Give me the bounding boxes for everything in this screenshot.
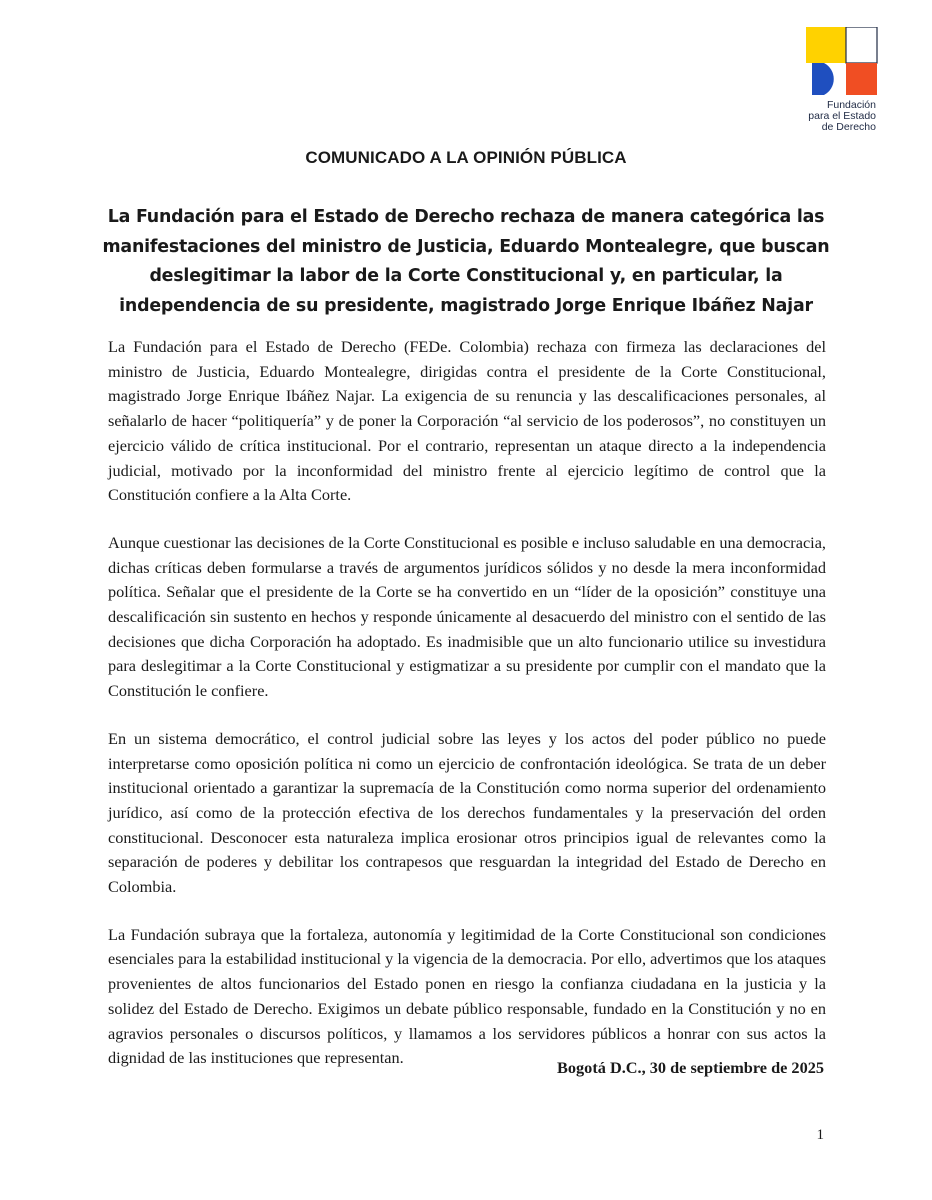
body-paragraph-4: La Fundación subraya que la fortaleza, autonomía y legitimidad de la Corte Constitucional son condiciones esenciales para la estabilidad institucional y la vigencia de la democracia. Por ello, advertimos que los ataques provenientes de altos funcionarios del Estado ponen en riesgo la confianza ciudadana en la justicia y la solidez del Estado de Derecho. Exigimos un debate público responsable, fundado en la Constitución y no en agravios personales o discursos políticos, y llamamos a los servidores públicos a honrar con sus actos la dignidad de las instituciones que representan.: [108, 924, 826, 1068]
foundation-logo: [806, 27, 886, 133]
body-paragraph-2: Aunque cuestionar las decisiones de la Corte Constitucional es posible e incluso saludable en una democracia, dichas críticas deben formularse a través de argumentos jurídicos sólidos y no desde la mera inconformidad política. Señalar que el presidente de la Corte se ha convertido en un “líder de la oposición” constituye una descalificación sin sustento en hechos y responde únicamente al desacuerdo del ministro con el sentido de las decisiones que dicha Corporación ha adoptado. Es inadmisible que un alto funcionario utilice su investidura para deslegitimar a la Corte Constitucional y estigmatizar a su presidente por cumplir con el mandato que la Constitución le confiere.: [108, 532, 826, 701]
subtitle-line: manifestaciones del ministro de Justicia, Eduardo Montealegre, que buscan: [102, 236, 830, 257]
logo-line-1: Fundación: [826, 99, 876, 111]
logo-wordmark: [808, 100, 876, 133]
document-subtitle: [90, 203, 842, 321]
logo-line-3: de Derecho: [821, 121, 876, 133]
body-paragraph-3: En un sistema democrático, el control judicial sobre las leyes y los actos del poder público no puede interpretarse como oposición política ni como un ejercicio de confrontación ideológica. Se trata de un deber institucional orientado a garantizar la supremacía de la Constitución como norma superior del ordenamiento jurídico, así como de la protección efectiva de los derechos fundamentales y la preservación del orden constitucional. Desconocer esta naturaleza implica erosionar otros principios igual de relevantes como la separación de poderes y debilitar los contrapesos que resguardan la integridad del Estado de Derecho en Colombia.: [108, 728, 826, 897]
document-body: [108, 335, 826, 1094]
page-number: 1: [816, 1127, 824, 1143]
subtitle-line: independencia de su presidente, magistrado Jorge Enrique Ibáñez Najar: [119, 295, 813, 316]
foundation-logo-mark: [806, 27, 878, 95]
subtitle-line: deslegitimar la labor de la Corte Constitucional y, en particular, la: [149, 266, 783, 286]
body-paragraph-1: La Fundación para el Estado de Derecho (FEDe. Colombia) rechaza con firmeza las declaraciones del ministro de Justicia, Eduardo Montealegre, dirigidas contra el presidente de la Corte Constitucional, magistrado Jorge Enrique Ibáñez Najar. La exigencia de su renuncia y las descalificaciones personales, al señalarlo de hacer “politiquería” y de poner la Corporación “al servicio de los poderosos”, no constituyen un ejercicio válido de crítica institucional. Por el contrario, representan un ataque directo a la independencia judicial, motivado por la inconformidad del ministro frente al ejercicio legítimo de control que la Constitución confiere a la Alta Corte.: [108, 337, 826, 505]
document-title: COMUNICADO A LA OPINIÓN PÚBLICA: [305, 148, 627, 167]
logo-line-2: para el Estado: [808, 110, 876, 122]
signature-date: Bogotá D.C., 30 de septiembre de 2025: [557, 1058, 824, 1077]
subtitle-line: La Fundación para el Estado de Derecho rechaza de manera categórica las: [107, 207, 825, 227]
